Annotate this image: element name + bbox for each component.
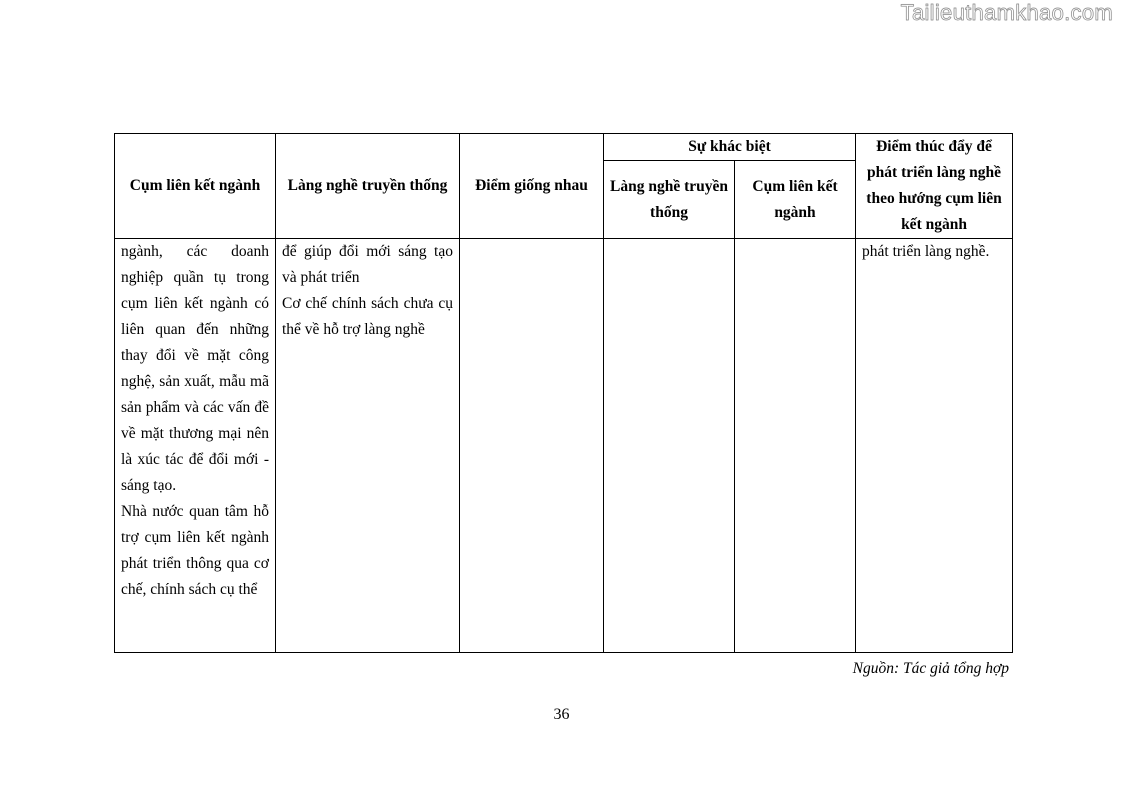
cell-lang-nghe-truyen-thong xyxy=(276,239,460,653)
page-number: 36 xyxy=(553,706,570,723)
header-diem-thuc-day: Điểm thúc đẩy để phát triển làng nghề theo hướng cụm liên kết ngành xyxy=(856,134,1013,239)
header-cum-lien-ket-nganh: Cụm liên kết ngành xyxy=(115,134,276,239)
cell-paragraph: Nhà nước quan tâm hỗ trợ cụm liên kết ngành phát triển thông qua cơ chế, chính sách cụ thể xyxy=(121,503,269,598)
watermark: Tailieuthamkhao.com xyxy=(900,0,1113,25)
cell-diem-giong-nhau xyxy=(460,239,604,653)
cell-paragraph: Cơ chế chính sách chưa cụ thể về hỗ trợ làng nghề xyxy=(282,295,453,338)
header-lang-nghe-truyen-thong: Làng nghề truyền thống xyxy=(276,134,460,239)
table-row xyxy=(115,239,1013,653)
subheader-cum-lien-ket-nganh: Cụm liên kết ngành xyxy=(735,161,856,239)
cell-diem-thuc-day xyxy=(856,239,1013,653)
subheader-lang-nghe-truyen-thong: Làng nghề truyền thống xyxy=(604,161,735,239)
cell-paragraph: phát triển làng nghề. xyxy=(862,243,990,260)
cell-khac-biet-cum-lien-ket xyxy=(735,239,856,653)
cell-cum-lien-ket-nganh xyxy=(115,239,276,653)
header-su-khac-biet: Sự khác biệt xyxy=(604,134,856,161)
header-diem-giong-nhau: Điểm giống nhau xyxy=(460,134,604,239)
cell-paragraph: ngành, các doanh nghiệp quần tụ trong cụm liên kết ngành có liên quan đến những thay đổi về mặt công nghệ, sản xuất, mẫu mã sản phẩm và các vấn đề về mặt thương mại nên là xúc tác để đổi mới - sáng tạo. xyxy=(121,243,269,494)
cell-khac-biet-lang-nghe xyxy=(604,239,735,653)
source-note: Nguồn: Tác giả tổng hợp xyxy=(852,660,1009,677)
comparison-table xyxy=(114,133,1013,653)
cell-paragraph: để giúp đổi mới sáng tạo và phát triển xyxy=(282,243,453,286)
